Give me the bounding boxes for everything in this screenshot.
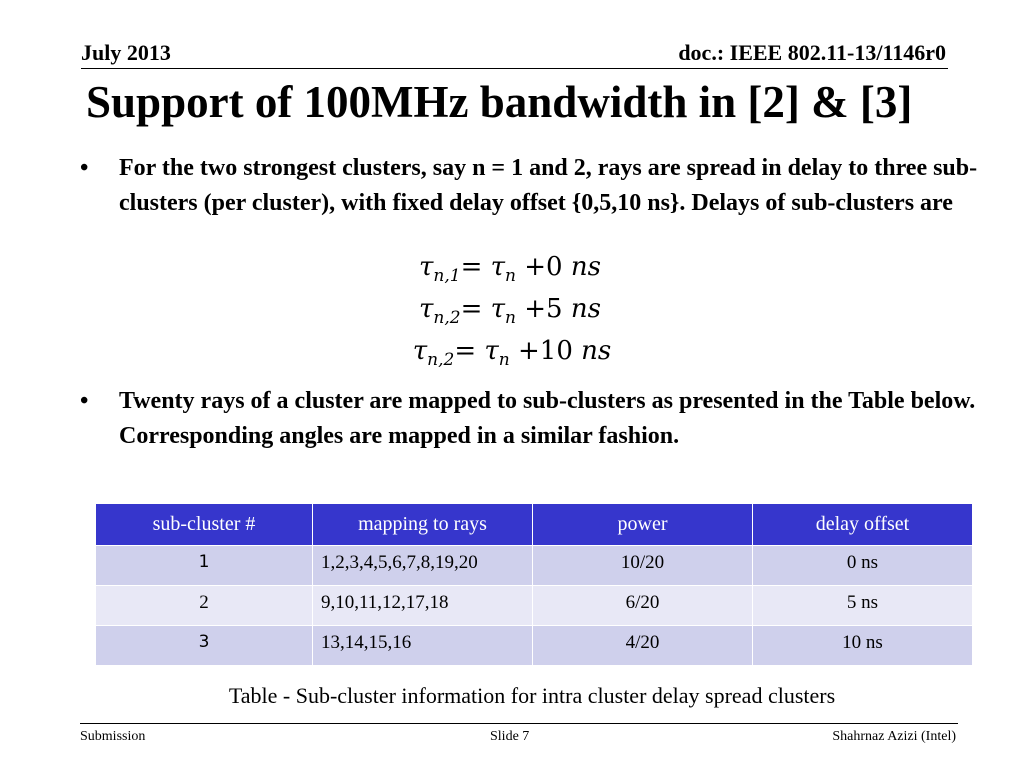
bullet-1: [80, 151, 980, 221]
eq-rhs-sub: n: [505, 266, 516, 287]
eq-equals: =: [460, 252, 491, 282]
eq-lhs-sub: n,2: [433, 308, 461, 329]
footer-rule: [80, 723, 958, 724]
footer-submission: Submission: [80, 729, 146, 744]
equation-1: [0, 252, 1022, 291]
col-header-power: power: [533, 504, 753, 546]
table-row: [96, 546, 973, 586]
equation-2: [0, 294, 1022, 333]
eq-rhs-sub: n: [498, 350, 510, 371]
table-header-row: [96, 504, 973, 546]
col-header-delay-offset: delay offset: [753, 504, 973, 546]
eq-equals: =: [454, 336, 485, 366]
cell-power: 4/20: [533, 626, 753, 666]
eq-unit: ns: [581, 336, 612, 366]
footer-author: Shahrnaz Azizi (Intel): [832, 729, 956, 744]
eq-unit: ns: [570, 294, 601, 324]
eq-lhs-sub: n,2: [427, 350, 455, 371]
slide-title: Support of 100MHz bandwidth in [2] & [3]: [86, 77, 913, 127]
cell-mapping: 1,2,3,4,5,6,7,8,19,20: [313, 546, 533, 586]
eq-lhs: τ: [412, 336, 428, 366]
eq-plus: +10: [518, 336, 573, 366]
cell-mapping: 9,10,11,12,17,18: [313, 586, 533, 626]
bullet-marker: •: [80, 388, 89, 414]
header-date: July 2013: [81, 40, 171, 65]
cell-delay-offset: 0 ns: [753, 546, 973, 586]
cell-mapping: 13,14,15,16: [313, 626, 533, 666]
col-header-sub-cluster: sub-cluster #: [96, 504, 313, 546]
cell-power: 6/20: [533, 586, 753, 626]
eq-rhs-sub: n: [505, 308, 516, 329]
sub-cluster-table: [95, 503, 973, 666]
eq-plus: +0: [524, 252, 563, 282]
eq-rhs: τ: [490, 294, 506, 324]
table-caption: Table - Sub-cluster information for intra cluster delay spread clusters: [228, 683, 836, 708]
cell-sub-cluster: 2: [96, 586, 313, 626]
header-rule: [81, 68, 948, 69]
eq-lhs-sub: n,1: [433, 266, 461, 287]
bullet-text: Twenty rays of a cluster are mapped to sub-clusters as presented in the Table below. Corresponding angles are mapped in a similar fashion.: [119, 388, 976, 449]
header-doc-id: doc.: IEEE 802.11-13/1146r0: [678, 40, 946, 65]
footer-slide-number: Slide 7: [490, 729, 530, 744]
eq-equals: =: [460, 294, 491, 324]
table-row: [96, 626, 973, 666]
bullet-text: For the two strongest clusters, say n = 1 and 2, rays are spread in delay to three sub-clusters (per cluster), with fixed delay offset {0,5,10 ns}. Delays of sub-clusters are: [119, 155, 978, 216]
cell-sub-cluster: 3: [96, 626, 313, 666]
bullet-2: [80, 384, 980, 454]
equation-3: [0, 336, 1024, 375]
cell-sub-cluster: 1: [96, 546, 313, 586]
eq-lhs: τ: [419, 252, 434, 282]
col-header-mapping: mapping to rays: [313, 504, 533, 546]
table-row: [96, 586, 973, 626]
eq-rhs: τ: [490, 252, 506, 282]
cell-delay-offset: 10 ns: [753, 626, 973, 666]
cell-delay-offset: 5 ns: [753, 586, 973, 626]
cell-power: 10/20: [533, 546, 753, 586]
eq-rhs: τ: [484, 336, 499, 366]
eq-unit: ns: [570, 252, 601, 282]
eq-lhs: τ: [419, 294, 434, 324]
bullet-marker: •: [80, 155, 89, 181]
eq-plus: +5: [524, 294, 563, 324]
